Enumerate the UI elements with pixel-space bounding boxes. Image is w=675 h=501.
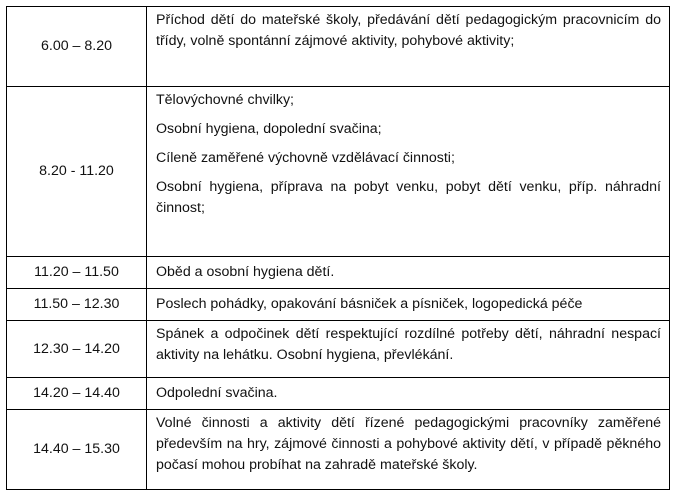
table-row (7, 289, 670, 321)
activity-text: Volné činnosti a aktivity dětí řízené pedagogickými pracovníky zaměřené především na hry, zájmové činnosti a pohybové aktivity dětí, v případě pěkného počasí mohou probíhat na zahradě mateřské školy. (156, 415, 661, 473)
table-row (7, 7, 670, 87)
activity-text: Cíleně zaměřené výchovně vzdělávací činnosti; (156, 150, 455, 166)
activity-text: Oběd a osobní hygiena dětí. (156, 264, 335, 280)
activity-cell (147, 7, 670, 87)
activity-cell (147, 257, 670, 289)
table-row (7, 321, 670, 378)
time-cell: 8.20 - 11.20 (7, 87, 147, 257)
table-row (7, 87, 670, 257)
activity-text: Tělovýchovné chvilky; (156, 92, 294, 108)
activity-cell (147, 378, 670, 410)
activity-cell (147, 87, 670, 257)
activity-text: Osobní hygiena, příprava na pobyt venku, pobyt dětí venku, příp. náhradní činnost; (156, 179, 661, 216)
schedule-table (6, 6, 670, 490)
activity-text: Odpolední svačina. (156, 385, 278, 401)
activity-cell (147, 321, 670, 378)
activity-text: Příchod dětí do mateřské školy, předávání dětí pedagogickým pracovnicím do třídy, volně spontánní zájmové aktivity, pohybové aktivity; (156, 12, 661, 49)
activity-text: Osobní hygiena, dopolední svačina; (156, 121, 382, 137)
activity-text: Poslech pohádky, opakování básniček a písniček, logopedická péče (156, 296, 583, 312)
time-cell: 11.50 – 12.30 (7, 289, 147, 321)
time-cell: 14.40 – 15.30 (7, 410, 147, 490)
time-cell: 11.20 – 11.50 (7, 257, 147, 289)
table-row (7, 410, 670, 490)
time-cell: 6.00 – 8.20 (7, 7, 147, 87)
activity-cell (147, 410, 670, 490)
time-cell: 12.30 – 14.20 (7, 321, 147, 378)
table-row (7, 378, 670, 410)
table-row (7, 257, 670, 289)
activity-text: Spánek a odpočinek dětí respektující rozdílné potřeby dětí, náhradní nespací aktivity na lehátku. Osobní hygiena, převlékání. (156, 326, 661, 363)
activity-cell (147, 289, 670, 321)
time-cell: 14.20 – 14.40 (7, 378, 147, 410)
